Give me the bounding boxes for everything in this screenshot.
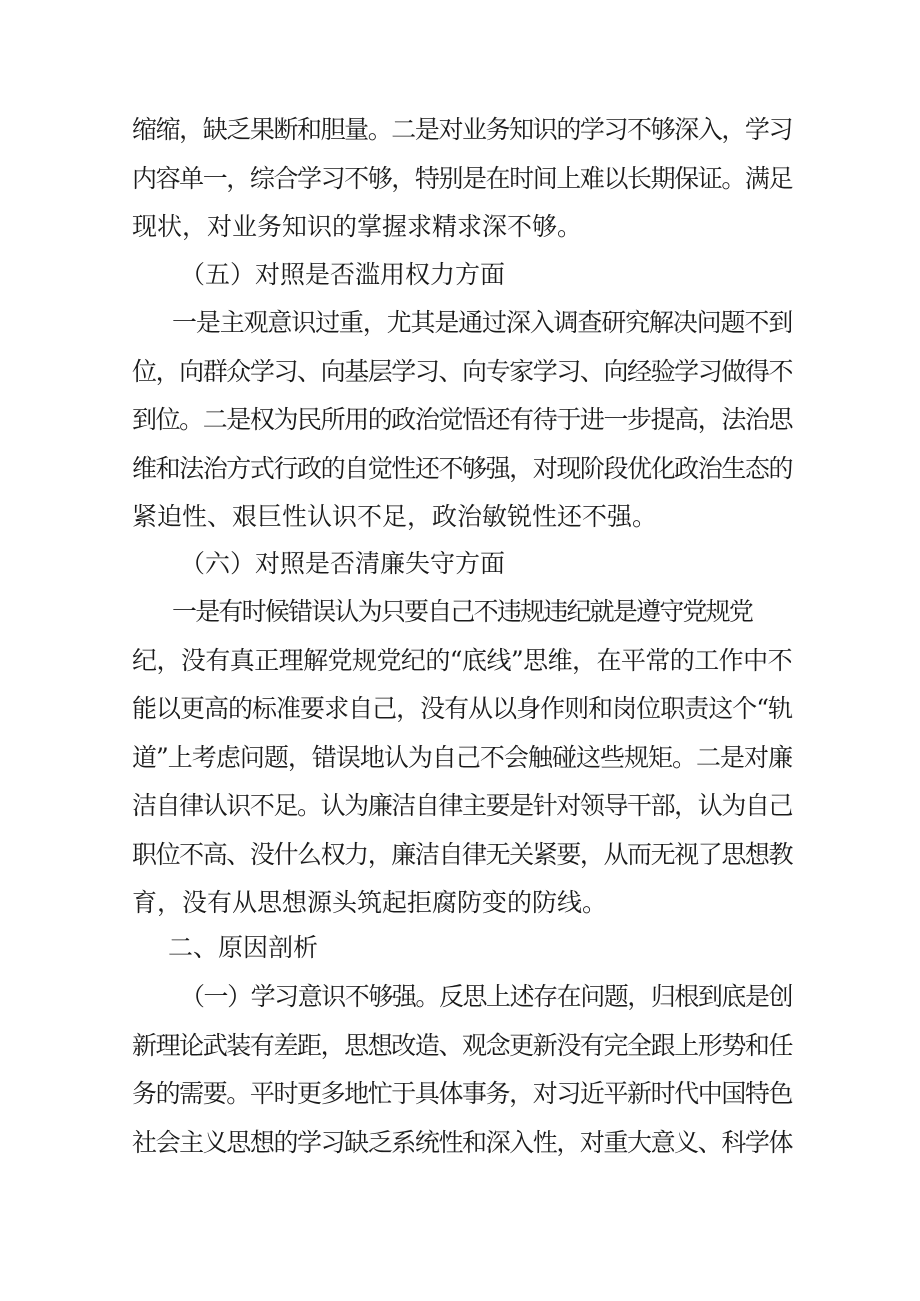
text-line: 社会主义思想的学习缺乏系统性和深入性，对重大意义、科学体 (132, 1127, 792, 1157)
text-line: 纪，没有真正理解党规党纪的“底线”思维，在平常的工作中不 (132, 645, 792, 675)
paragraph-study-awareness (132, 973, 792, 1167)
text-line: 道”上考虑问题，错误地认为自己不会触碰这些规矩。二是对廉 (132, 742, 792, 772)
text-line: 新理论武装有差距，思想改造、观念更新没有完全跟上形势和任 (132, 1030, 792, 1060)
text-line: 紧迫性、艰巨性认识不足，政治敏锐性还不强。 (132, 502, 658, 531)
paragraph-integrity-lapse (132, 588, 792, 928)
text-line: 职位不高、没什么权力，廉洁自律无关紧要，从而无视了思想教 (132, 839, 792, 869)
text-line: 一是有时候错误认为只要自己不违规违纪就是遵守党规党 (172, 597, 752, 626)
section-heading-cause-analysis: 二、原因剖析 (168, 933, 319, 962)
paragraph-abuse-of-power (132, 299, 792, 542)
text-line: 维和法治方式行政的自觉性还不够强，对现阶段优化政治生态的 (132, 453, 792, 483)
text-line: 务的需要。平时更多地忙于具体事务，对习近平新时代中国特色 (132, 1079, 792, 1108)
subheading-integrity-lapse: （六）对照是否清廉失守方面 (180, 549, 506, 578)
text-line: 现状，对业务知识的掌握求精求深不够。 (132, 212, 583, 241)
text-line: 一是主观意识过重，尤其是通过深入调查研究解决问题不到 (172, 308, 792, 337)
subheading-abuse-of-power: （五）对照是否滥用权力方面 (180, 260, 506, 289)
text-line: 缩缩，缺乏果断和胆量。二是对业务知识的学习不够深入，学习 (132, 115, 792, 144)
text-line: 位，向群众学习、向基层学习、向专家学习、向经验学习做得不 (132, 356, 792, 386)
text-line: 内容单一，综合学习不够，特别是在时间上难以长期保证。满足 (132, 163, 792, 193)
paragraph-study-shortcomings (132, 106, 792, 252)
text-line: 洁自律认识不足。认为廉洁自律主要是针对领导干部，认为自己 (132, 791, 792, 820)
text-line: （一）学习意识不够强。反思上述存在问题，归根到底是创 (180, 982, 792, 1011)
text-line: 育，没有从思想源头筑起拒腐防变的防线。 (132, 888, 608, 917)
text-line: 到位。二是权为民所用的政治觉悟还有待于进一步提高，法治思 (132, 405, 792, 434)
text-line: 能以更高的标准要求自己，没有从以身作则和岗位职责这个“轨 (132, 694, 792, 723)
